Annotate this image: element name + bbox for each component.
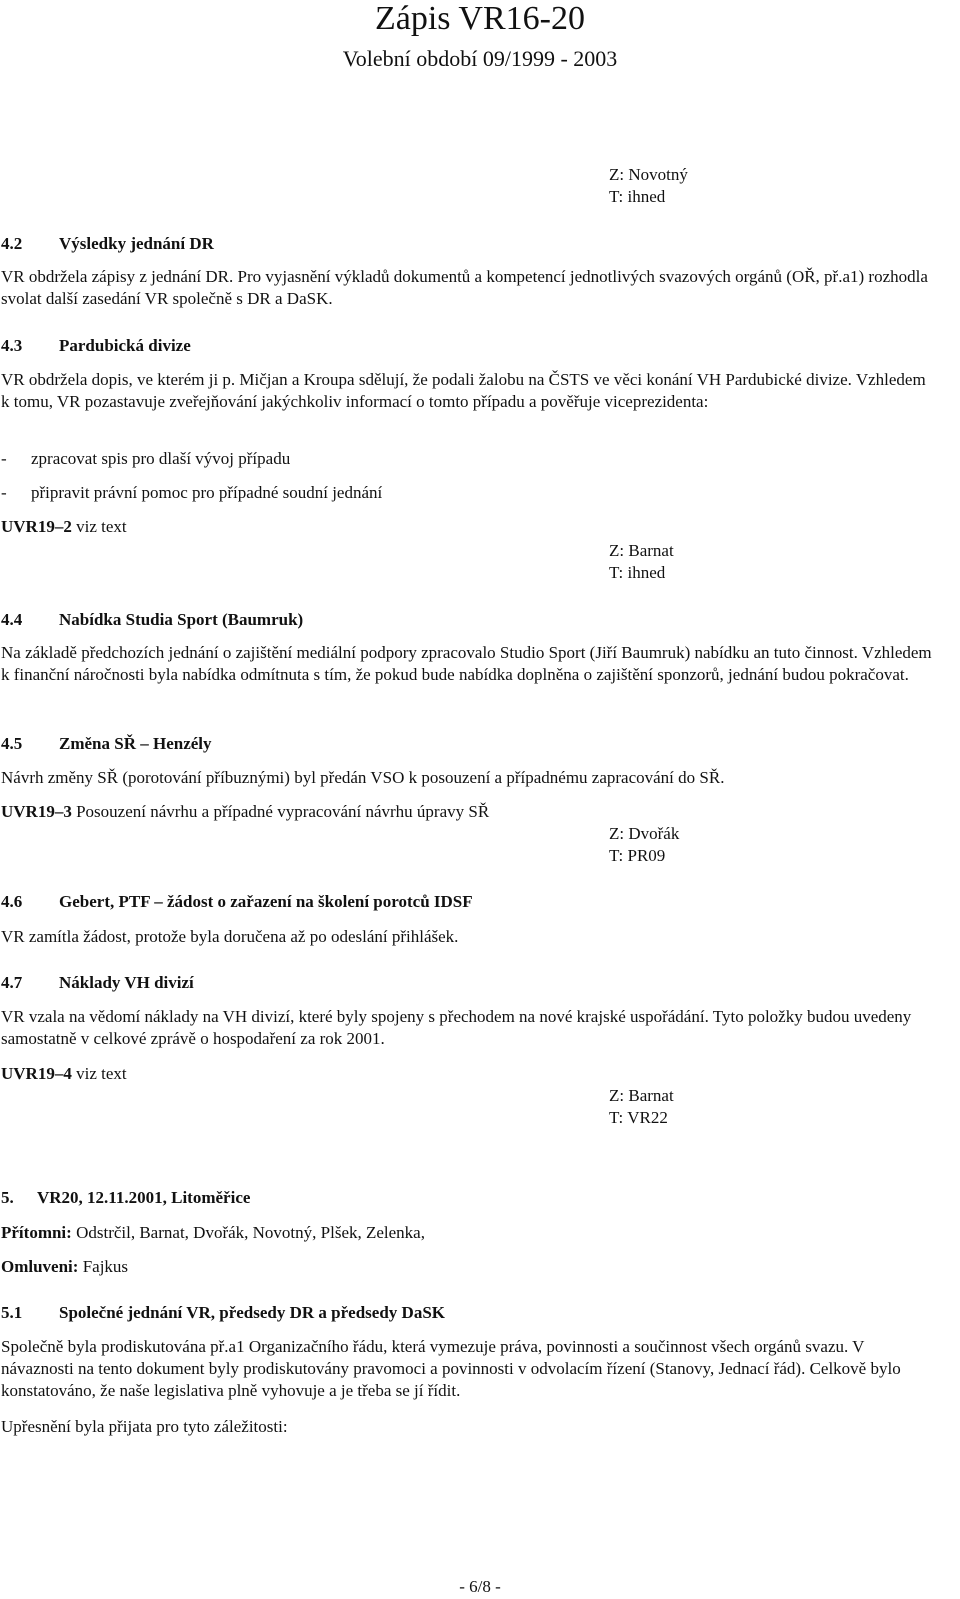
- paragraph: VR obdržela zápisy z jednání DR. Pro vyjasnění výkladů dokumentů a kompetencí jednotlivých svazových orgánů (OŘ, př.a1) rozhodla svolat další zasedání VR společně s DR a DaSK.: [1, 267, 928, 308]
- deadline: T: ihned: [609, 563, 666, 582]
- responsibility-block: [609, 164, 688, 208]
- present-value: Odstrčil, Barnat, Dvořák, Novotný, Plšek, Zelenka,: [71, 1223, 425, 1242]
- section-number: 4.3: [1, 336, 23, 355]
- resolution-text: viz text: [71, 1064, 127, 1083]
- resolution-line: [1, 516, 127, 538]
- resolution-text: viz text: [71, 517, 127, 536]
- paragraph: Upřesnění byla přijata pro tyto záležitosti:: [1, 1417, 288, 1436]
- paragraph: VR zamítla žádost, protože byla doručena až po odeslání přihlášek.: [1, 927, 459, 946]
- attendance-excused: [1, 1256, 128, 1278]
- deadline: T: ihned: [609, 187, 666, 206]
- responsibility-block: [609, 540, 674, 584]
- section-title: VR20, 12.11.2001, Litoměřice: [37, 1188, 251, 1207]
- list-item: - připravit právní pomoc pro případné soudní jednání: [1, 483, 383, 502]
- responsible-person: Z: Barnat: [609, 541, 674, 560]
- section-title: Nabídka Studia Sport (Baumruk): [59, 610, 304, 629]
- section-title: Náklady VH divizí: [59, 973, 194, 992]
- section-heading: [1, 1302, 445, 1324]
- document-subtitle: Volební období 09/1999 - 2003: [342, 46, 618, 71]
- section-number: 4.4: [1, 610, 23, 629]
- deadline: T: PR09: [609, 846, 666, 865]
- section-number: 5.1: [1, 1303, 23, 1322]
- section-title: Společné jednání VR, předsedy DR a předsedy DaSK: [59, 1303, 446, 1322]
- responsible-person: Z: Novotný: [609, 165, 688, 184]
- resolution-line: [1, 801, 489, 823]
- resolution-text: Posouzení návrhu a případné vypracování návrhu úpravy SŘ: [71, 802, 490, 821]
- responsibility-block: [609, 823, 679, 867]
- excused-label: Omluveni:: [1, 1257, 79, 1276]
- list-item: - zpracovat spis pro dlaší vývoj případu: [1, 449, 291, 468]
- section-title: Změna SŘ – Henzély: [59, 734, 212, 753]
- paragraph: Na základě předchozích jednání o zajištění mediální podpory zpracovalo Studio Sport (Jiří Baumruk) nabídku an tuto činnost. Vzhledem k finanční náročnosti byla nabídka odmítnuta s tím, že pokud bude nabídka doplněna o zajištění sponzorů, jednání budou pokračovat.: [1, 643, 932, 684]
- section-heading: [1, 335, 191, 357]
- resolution-line: [1, 1063, 127, 1085]
- section-number: 4.5: [1, 734, 23, 753]
- list-item-text: zpracovat spis pro dlaší vývoj případu: [31, 449, 291, 468]
- page-number: - 6/8 -: [459, 1577, 501, 1596]
- paragraph: VR vzala na vědomí náklady na VH divizí, které byly spojeny s přechodem na nové krajské uspořádání. Tyto položky budou uvedeny samostatně v celkové zprávě o hospodaření za rok 2001.: [1, 1007, 912, 1048]
- section-number: 4.6: [1, 892, 23, 911]
- responsible-person: Z: Barnat: [609, 1086, 674, 1105]
- section-number: 5.: [1, 1188, 14, 1207]
- paragraph: Společně byla prodiskutována př.a1 Organizačního řádu, která vymezuje práva, povinnosti a součinnost všech orgánů svazu. V návaznosti na tento dokument byly prodiskutovány pravomoci a povinnosti v odvolacím řízení (Stanovy, Jednací řád). Celkově bylo konstatováno, že naše legislativa plně vyhovuje a je třeba se jí řídit.: [1, 1337, 901, 1400]
- document-title: Zápis VR16-20: [375, 0, 585, 37]
- section-heading: [1, 733, 212, 755]
- list-item-text: připravit právní pomoc pro případné soudní jednání: [31, 483, 383, 502]
- excused-value: Fajkus: [78, 1257, 129, 1276]
- paragraph: Návrh změny SŘ (porotování příbuznými) byl předán VSO k posouzení a případnému zapracování do SŘ.: [1, 768, 725, 787]
- resolution-code: UVR19–2: [1, 517, 72, 536]
- deadline: T: VR22: [609, 1108, 668, 1127]
- section-heading: [1, 609, 303, 631]
- paragraph: VR obdržela dopis, ve kterém ji p. Mičjan a Kroupa sdělují, že podali žalobu na ČSTS ve věci konání VH Pardubické divize. Vzhledem k tomu, VR pozastavuje zveřejňování jakýchkoliv informací o tomto případu a pověřuje viceprezidenta:: [1, 370, 926, 411]
- section-number: 4.2: [1, 234, 23, 253]
- resolution-code: UVR19–4: [1, 1064, 72, 1083]
- section-heading: [1, 1187, 250, 1209]
- present-label: Přítomni:: [1, 1223, 72, 1242]
- section-title: Gebert, PTF – žádost o zařazení na školení porotců IDSF: [59, 892, 473, 911]
- section-number: 4.7: [1, 973, 23, 992]
- responsibility-block: [609, 1085, 674, 1129]
- section-title: Pardubická divize: [59, 336, 191, 355]
- resolution-code: UVR19–3: [1, 802, 72, 821]
- section-heading: [1, 233, 214, 255]
- section-heading: [1, 972, 194, 994]
- attendance-present: [1, 1222, 425, 1244]
- section-heading: [1, 891, 473, 913]
- responsible-person: Z: Dvořák: [609, 824, 680, 843]
- section-title: Výsledky jednání DR: [59, 234, 214, 253]
